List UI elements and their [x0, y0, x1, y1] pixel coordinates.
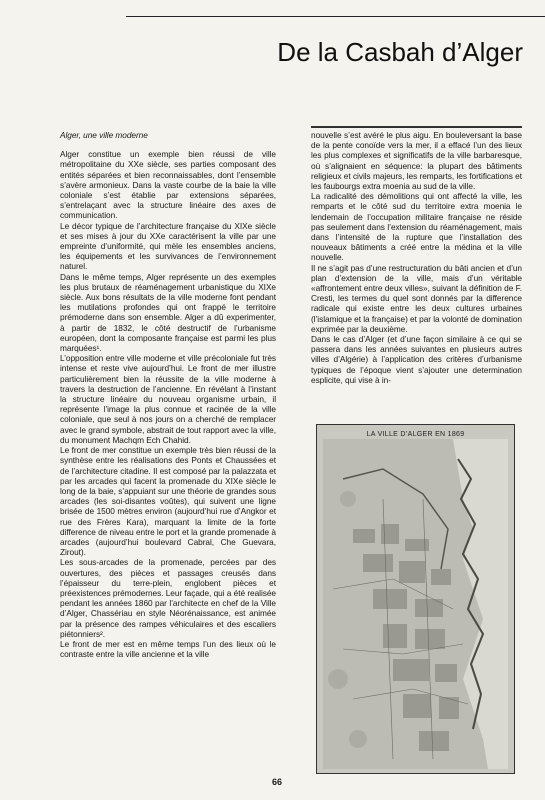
map-figure	[316, 424, 515, 774]
paragraph: Les sous-arcades de la promenade, percées par des ouvertures, des pièces et passages creusés dans l’épaisseur du terre-plein, englobent pièces et préexistences prémodernes. Leur façade, qui a été realisée pendant les années 1860 par l’architecte en chef de la Ville d’Alger, Chassériau en style Néorénaissance, est animée par la présence des rampes véhiculaires et des escaliers piétonniers².	[60, 557, 276, 639]
paragraph: nouvelle s’est avéré le plus aigu. En bouleversant la base de la pente conoïde vers la mer, il a effacé l’un des lieux les plus complexes et significatifs de la ville barbaresque, où s’alignaient en séquence: la plupart des bâtiments religieux et civils majeurs, les remparts, les fortifications et les faubourgs extra moenia au sud de la ville.	[311, 130, 522, 192]
left-column	[60, 130, 276, 659]
paragraph: L’opposition entre ville moderne et ville précoloniale fut très intense et reste vive aujourd’hui. Le front de mer illustre particulièrement bien la réussite de la ville moderne à travers la destruction de l’ancienne. En révélant à l’instant la structure linéaire du nouveau organisme urbain, il représente l’image la plus connue et racinée de la ville coloniale, que seul à nos jours on a cherché de remplacer avec le grand symbole, abstrait de tout rapport avec la ville, du monument Machqm Ech Chahid.	[60, 353, 276, 445]
historic-map-image	[323, 439, 508, 769]
paragraph: Dans le même temps, Alger représente un des exemples les plus brutaux de réaménagement urbanistique du XIXe siècle. Aux bons résultats de la ville moderne font pendant les mutilations profondes qui ont frappé le territoire prémoderne dans son ensemble. Alger a dû experimenter, à partir de 1832, le côté destructif de l’urbanisme européen, dont la composante française est parmi les plus marquées¹.	[60, 271, 276, 354]
paragraph: Alger constitue un exemple bien réussi de ville métropolitaine du XXe siècle, ses parties composant des entités séparées et bien reconnaissables, dont l’ensemble s’avère armonieux. Dans la vaste courbe de la baie la ville coloniale s’est établie par extensions séparées, s’entrelaçant avec la structure linéaire des axes de communication.	[60, 149, 276, 221]
figure-caption: LA VILLE D’ALGER EN 1869	[366, 431, 465, 438]
paragraph: Il ne s’agit pas d’une restructuration du bâti ancien et d’un plan d’extension de la ville, mais d’un véritable «affrontement entre deux villes», suivant la définition de F. Cresti, les termes du quel sont donnés par la difference radicale qui existe entre les deux cultures urbaines (l’islamique et la française) et par la volonté de domination exprimée par la deuxième.	[311, 262, 522, 334]
column-rule	[311, 126, 522, 128]
section-heading: Alger, une ville moderne	[60, 130, 148, 140]
paragraph: Le décor typique de l’architecture française du XIXe siècle et ses mises à jour du XXe caractérisent la ville par une empreinte d’uniformité, qui mèle les ensembles anciens, les équipements et les survivances de l’environnement naturel.	[60, 220, 276, 272]
right-column	[311, 130, 522, 385]
page-title: De la Casbah d’Alger	[277, 37, 523, 67]
paragraph: Dans le cas d’Alger (et d’une façon similaire à ce qui se passera dans les années suivantes en plusieurs autres villes d’Algérie) à l’application des critères d’urbanisme typiques de l’époque vient s’ajouter une determination esplicite, qui vise à in-	[311, 334, 522, 385]
paragraph: Le front de mer constitue un exemple très bien réussi de la synthèse entre les réalisations des Ponts et Chaussées et de l’architecture citadine. Il est composé par la palazzata et par les arcades qui facent la promenade du XIXe siècle le long de la baie, s’appuiant sur une théorie de grandes sous arcades (les soi-disantes voûtes), qui suivent une ligne brisée de 1500 mètres environ (aujourd’hui rue d’Angkor et rue des Frères Kara), marquant la limite de la forte difference de niveau entre le port et la grande promenade à arcades (aujourd’hui boulevard Cabral, Che Guevara, Zirout).	[60, 445, 276, 558]
page-number: 66	[272, 777, 283, 787]
paragraph: La radicalité des démolitions qui ont affecté la ville, les remparts et le côté sud du territoire extra moenia le lendemain de l’occupation militaire française ne réside pas seulement dans l’extension du réaménagement, mais dans l’intensité de la rupture que l’installation des nouveaux bâtiments a créé entre la médina et la ville nouvelle.	[311, 191, 522, 263]
paragraph: Le front de mer est en même temps l’un des lieux où le contraste entre la ville ancienne et la ville	[60, 638, 276, 660]
title-bar	[126, 16, 545, 66]
